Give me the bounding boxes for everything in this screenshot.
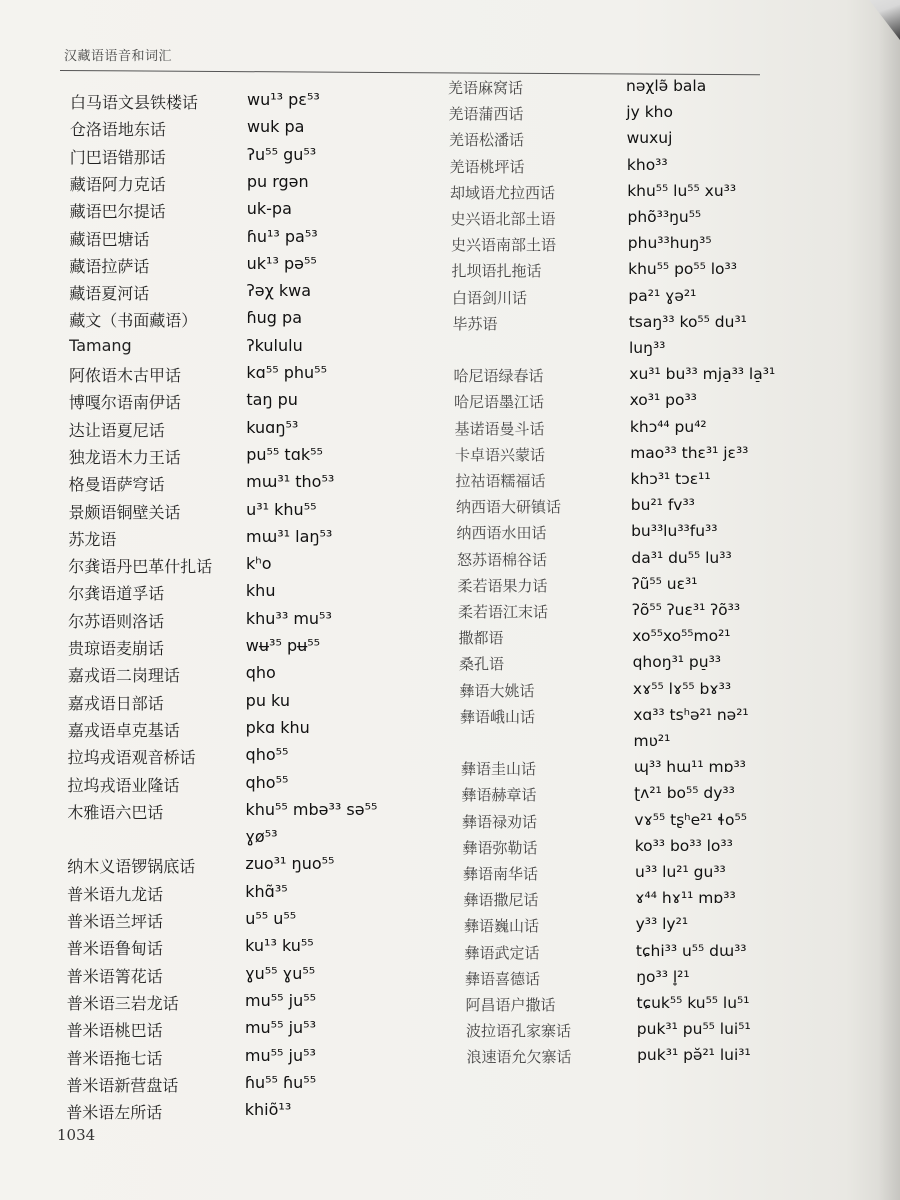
language-name: 彝语圭山话 <box>461 760 537 779</box>
phonetic-form: ɦu⁵⁵ ɦu⁵⁵ <box>244 1072 317 1092</box>
language-name: 史兴语南部土语 <box>451 236 557 255</box>
language-name: 苏龙语 <box>68 529 117 549</box>
language-name: 藏语巴塘话 <box>69 229 150 249</box>
phonetic-form: xu³¹ bu³³ mja̠³³ la̠³¹ <box>629 365 776 384</box>
page-edge-shadow <box>878 0 900 1200</box>
phonetic-form: wʉ³⁵ pʉ⁵⁵ <box>245 636 321 655</box>
phonetic-form: khu⁵⁵ mbə³³ sə⁵⁵ <box>245 799 378 819</box>
phonetic-form: zuo³¹ ŋuo⁵⁵ <box>245 854 335 874</box>
phonetic-form: pu⁵⁵ tɑk⁵⁵ <box>246 444 323 464</box>
language-name: 格曼语萨穹话 <box>68 475 165 495</box>
language-name: 哈尼语墨江话 <box>454 393 545 412</box>
phonetic-form: wuxuj <box>626 129 673 148</box>
phonetic-form: mu⁵⁵ ju⁵³ <box>244 1045 316 1065</box>
language-name: 尔龚语丹巴革什扎话 <box>68 557 213 577</box>
language-name: 独龙语木力王话 <box>68 447 181 467</box>
phonetic-form: qhoŋ³¹ pu̠³³ <box>632 653 722 672</box>
phonetic-form: ɤ⁴⁴ hɤ¹¹ mɒ³³ <box>635 889 736 908</box>
language-name: 彝语巍山话 <box>464 917 540 936</box>
language-name: 拉坞戎语业隆话 <box>67 775 180 795</box>
language-name: 柔若语果力话 <box>457 576 548 595</box>
language-name: 波拉语孔家寨话 <box>466 1022 572 1041</box>
language-name: 羌语松潘话 <box>449 131 525 150</box>
phonetic-form: ɦu¹³ pa⁵³ <box>246 226 318 246</box>
phonetic-form: wuk pa <box>246 117 305 137</box>
language-name: 拉祜语糯福话 <box>455 472 546 490</box>
phonetic-form: khu³³ mu⁵³ <box>245 608 332 628</box>
language-name: 阿昌语户撒话 <box>465 996 556 1014</box>
phonetic-form: u³¹ khu⁵⁵ <box>246 499 317 519</box>
phonetic-form: puk³¹ pu⁵⁵ lui⁵¹ <box>636 1020 751 1039</box>
phonetic-form: ŋo³³ l̥²¹ <box>636 967 690 986</box>
phonetic-form: kho³³ <box>626 155 668 174</box>
language-name: 普米语三岩龙话 <box>66 993 179 1013</box>
phonetic-form: mu⁵⁵ ju⁵⁵ <box>245 990 317 1010</box>
phonetic-form: ko³³ bo³³ lo³³ <box>634 836 733 855</box>
phonetic-form: kuɑŋ⁵³ <box>246 417 299 437</box>
language-name: 普米语兰坪话 <box>67 912 164 931</box>
phonetic-form: wu¹³ pɛ⁵³ <box>247 90 320 109</box>
language-name: 纳木义语锣锅底话 <box>67 857 196 877</box>
phonetic-form: mɯ³¹ laŋ⁵³ <box>246 526 333 546</box>
phonetic-form: ʈʌ²¹ bo⁵⁵ dy³³ <box>634 784 735 803</box>
phonetic-form: ɣu⁵⁵ ɣu⁵⁵ <box>245 963 316 983</box>
language-name: 哈尼语绿春话 <box>453 367 544 386</box>
language-name: 彝语大姚话 <box>459 681 535 700</box>
language-name: 羌语桃坪话 <box>449 157 525 176</box>
phonetic-form: mɯ³¹ tho⁵³ <box>246 472 335 492</box>
language-name: 普米语鲁甸话 <box>66 939 163 959</box>
language-name: 彝语撒尼话 <box>463 891 539 910</box>
phonetic-form: khɔ⁴⁴ pu⁴² <box>629 417 707 436</box>
phonetic-form: tɕhi³³ u⁵⁵ dɯ³³ <box>635 941 747 960</box>
phonetic-form: pu ku <box>245 690 290 710</box>
phonetic-form: khɔ³¹ tɔɛ¹¹ <box>630 470 711 488</box>
language-name: 贵琼语麦崩话 <box>68 639 165 658</box>
phonetic-form: pu rgən <box>246 171 309 191</box>
language-name: 木雅语六巴话 <box>67 802 164 822</box>
phonetic-form: kʰo <box>245 554 272 574</box>
language-name: 藏文（书面藏语） <box>69 311 198 331</box>
phonetic-form: vɤ⁵⁵ tʂʰe²¹ ɬo⁵⁵ <box>634 810 747 829</box>
phonetic-form: mao³³ thɛ³¹ jɛ³³ <box>630 443 749 462</box>
phonetic-form: xo⁵⁵xo⁵⁵mo²¹ <box>632 627 731 646</box>
phonetic-form: qho⁵⁵ <box>245 745 289 765</box>
phonetic-form: ku¹³ ku⁵⁵ <box>245 936 314 956</box>
phonetic-form: y³³ ly²¹ <box>635 915 689 934</box>
phonetic-form: bu³³lu³³fu³³ <box>631 522 718 541</box>
phonetic-form: pa²¹ ɣə²¹ <box>628 286 697 305</box>
phonetic-form: ʔõ⁵⁵ ʔuɛ³¹ ʔõ³³ <box>632 601 741 619</box>
phonetic-form: ɰ³³ hɯ¹¹ mɒ³³ <box>633 758 746 777</box>
language-name: 尔龚语道孚话 <box>68 584 165 604</box>
language-name: 撒都语 <box>458 629 504 648</box>
phonetic-form: uk-pa <box>246 199 292 219</box>
phonetic-form: khu⁵⁵ lu⁵⁵ xu³³ <box>627 181 737 200</box>
language-name: 史兴语北部土语 <box>450 210 556 228</box>
phonetic-form: kɑ⁵⁵ phu⁵⁵ <box>246 363 327 382</box>
language-name: 基诺语曼斗话 <box>454 419 545 438</box>
phonetic-form: xo³¹ po³³ <box>629 391 697 410</box>
phonetic-form: qho⁵⁵ <box>245 772 289 792</box>
language-name: 彝语峨山话 <box>460 707 536 726</box>
language-name: 门巴语错那话 <box>69 147 166 167</box>
language-name: 普米语新营盘话 <box>66 1075 179 1095</box>
language-name: 博嘎尔语南伊话 <box>68 393 181 413</box>
language-name: 普米语九龙话 <box>67 884 164 904</box>
phonetic-form: bu²¹ fv³³ <box>630 496 695 515</box>
header-rule <box>60 70 760 75</box>
phonetic-form: khu <box>245 581 276 601</box>
language-name: 柔若语江末话 <box>458 603 549 621</box>
phonetic-form: da³¹ du⁵⁵ lu³³ <box>631 548 732 567</box>
language-name: 羌语麻窝话 <box>448 79 524 97</box>
language-name: 普米语左所话 <box>66 1103 163 1123</box>
phonetic-form: ʔkululu <box>246 335 303 355</box>
language-name: 达让语夏尼话 <box>68 420 165 440</box>
page-number: 1034 <box>57 1126 96 1144</box>
language-name: 藏语阿力克话 <box>69 174 166 194</box>
phonetic-form: xɤ⁵⁵ lɤ⁵⁵ bɤ³³ <box>632 679 732 698</box>
phonetic-form: khɑ̃³⁵ <box>245 881 288 901</box>
phonetic-form: taŋ pu <box>246 390 298 410</box>
phonetic-form: luŋ³³ <box>629 339 666 357</box>
language-name: 卡卓语兴蒙话 <box>455 445 546 464</box>
language-name: 尔苏语则洛话 <box>68 611 165 631</box>
phonetic-form: mu⁵⁵ ju⁵³ <box>244 1018 317 1038</box>
phonetic-form: tsaŋ³³ ko⁵⁵ du³¹ <box>628 312 747 331</box>
phonetic-form: pkɑ khu <box>245 717 310 737</box>
language-name: 仓洛语地东话 <box>69 120 166 140</box>
language-name: 桑孔语 <box>459 655 505 674</box>
language-name: 普米语桃巴话 <box>66 1021 163 1041</box>
language-name: 普米语箐花话 <box>66 966 163 986</box>
language-name: 彝语南华话 <box>463 865 539 883</box>
phonetic-form: ʔũ⁵⁵ uɛ³¹ <box>631 574 698 593</box>
language-name: 普米语拖七话 <box>66 1048 163 1068</box>
language-name: 浪速语允欠寨话 <box>466 1048 572 1067</box>
language-name: 毕苏语 <box>452 314 498 333</box>
language-name: 彝语弥勒话 <box>462 838 538 857</box>
phonetic-form: jy kho <box>626 103 673 122</box>
phonetic-form: qho <box>245 663 276 683</box>
language-name: Tamang <box>69 335 132 355</box>
language-name: 羌语蒲西话 <box>448 105 524 124</box>
language-name: 藏语拉萨话 <box>69 256 150 276</box>
phonetic-form: ʔəχ kwa <box>246 281 312 301</box>
language-name: 藏语巴尔提话 <box>69 202 166 222</box>
language-name: 景颇语铜壁关话 <box>68 502 181 522</box>
running-head: 汉藏语语音和词汇 <box>64 49 173 64</box>
phonetic-form: phu³³huŋ³⁵ <box>627 234 712 253</box>
phonetic-form: xɑ³³ tsʰə²¹ nə²¹ <box>633 705 749 724</box>
language-name: 嘉戎语日部话 <box>67 693 164 713</box>
language-name: 嘉戎语二岗理话 <box>67 666 180 686</box>
language-name: 嘉戎语卓克基话 <box>67 720 180 740</box>
phonetic-form: mʋ²¹ <box>633 732 671 750</box>
language-name: 白语剑川话 <box>452 288 528 307</box>
phonetic-form: tɕuk⁵⁵ ku⁵⁵ lu⁵¹ <box>636 994 750 1012</box>
language-name: 纳西语大研镇话 <box>456 498 562 517</box>
language-name: 彝语禄劝话 <box>462 812 538 831</box>
phonetic-form: khiõ¹³ <box>244 1100 292 1120</box>
language-name: 彝语赫章话 <box>461 786 537 805</box>
language-name: 拉坞戎语观音桥话 <box>67 748 196 768</box>
phonetic-form: ɦug pa <box>246 308 302 328</box>
phonetic-form: puk³¹ pə̆²¹ lui³¹ <box>637 1046 751 1065</box>
language-name: 扎坝语扎拖话 <box>451 262 542 281</box>
phonetic-form: khu⁵⁵ po⁵⁵ lo³³ <box>628 260 737 279</box>
phonetic-form: ɣø⁵³ <box>245 827 278 847</box>
phonetic-form: nəχlə̃ bala <box>626 77 707 95</box>
language-name: 怒苏语棉谷话 <box>457 550 548 569</box>
language-name: 白马语文县铁楼话 <box>70 93 199 112</box>
phonetic-form: phõ³³ŋu⁵⁵ <box>627 208 702 226</box>
phonetic-form: u⁵⁵ u⁵⁵ <box>245 909 297 928</box>
language-name: 彝语武定话 <box>464 943 540 962</box>
language-name: 彝语喜德话 <box>465 969 541 988</box>
language-name: 却域语尤拉西话 <box>450 183 556 202</box>
language-name: 纳西语水田话 <box>456 524 547 543</box>
phonetic-form: ʔu⁵⁵ gu⁵³ <box>246 144 317 164</box>
phonetic-form: u³³ lu²¹ gu³³ <box>635 863 726 881</box>
language-name: 阿侬语木古甲话 <box>69 366 182 385</box>
language-name: 藏语夏河话 <box>69 284 150 304</box>
phonetic-form: uk¹³ pə⁵⁵ <box>246 253 317 273</box>
